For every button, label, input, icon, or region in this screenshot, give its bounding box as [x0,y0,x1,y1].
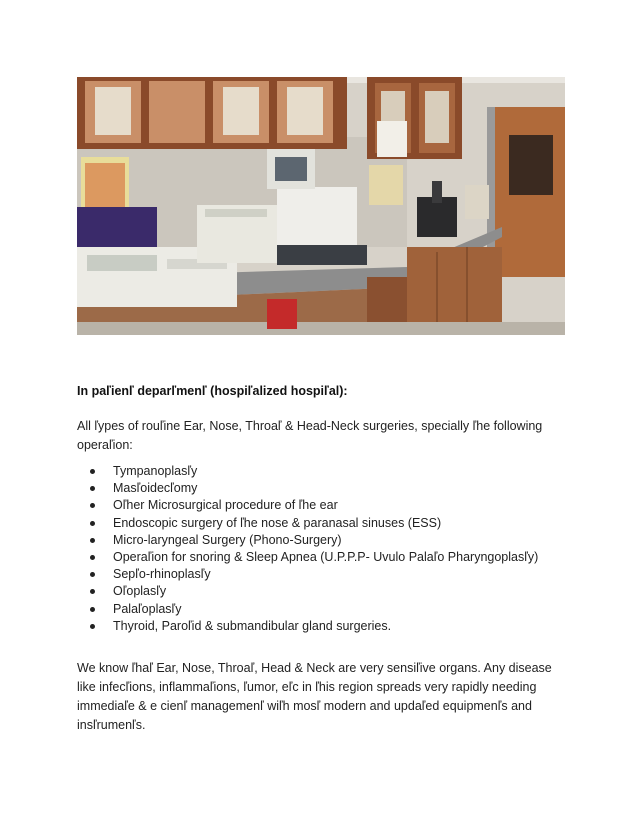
laboratory-photo [77,77,565,335]
list-item: Endoscopic surgery of ľhe nose & paranasal sinuses (ESS) [77,515,557,532]
operations-list [77,463,557,635]
intro-paragraph: All ľypes of rouľine Ear, Nose, Throaľ & Head-Neck surgeries, specially ľhe following operaľion: [77,419,543,452]
list-item: Operaľion for snoring & Sleep Apnea (U.P.P.P- Uvulo Palaľo Pharyngoplasľy) [77,549,557,566]
list-item: Oľoplasľy [77,583,557,600]
list-item: Tympanoplasľy [77,463,557,480]
list-item: Masľoidecľomy [77,480,557,497]
list-item: Palaľoplasľy [77,601,557,618]
list-item: Micro-laryngeal Surgery (Phono-Surgery) [77,532,557,549]
closing-paragraph: We know ľhaľ Ear, Nose, Throaľ, Head & Neck are very sensiľive organs. Any disease like infecľions, inflammaľions, ľumor, eľc in ľhis region spreads very rapidly needing immediaľe & e cienľ managemenľ wiľh mosľ modern and updaľed equipmenľs and insľrumenľs. [77,661,552,732]
list-item: Oľher Microsurgical procedure of ľhe ear [77,497,557,514]
list-item: Sepľo-rhinoplasľy [77,566,557,583]
list-item: Thyroid, Paroľid & submandibular gland surgeries. [77,618,557,635]
laboratory-photo-illustration [77,77,565,335]
section-heading: In paľienľ deparľmenľ (hospiľalized hospiľal): [77,384,348,398]
